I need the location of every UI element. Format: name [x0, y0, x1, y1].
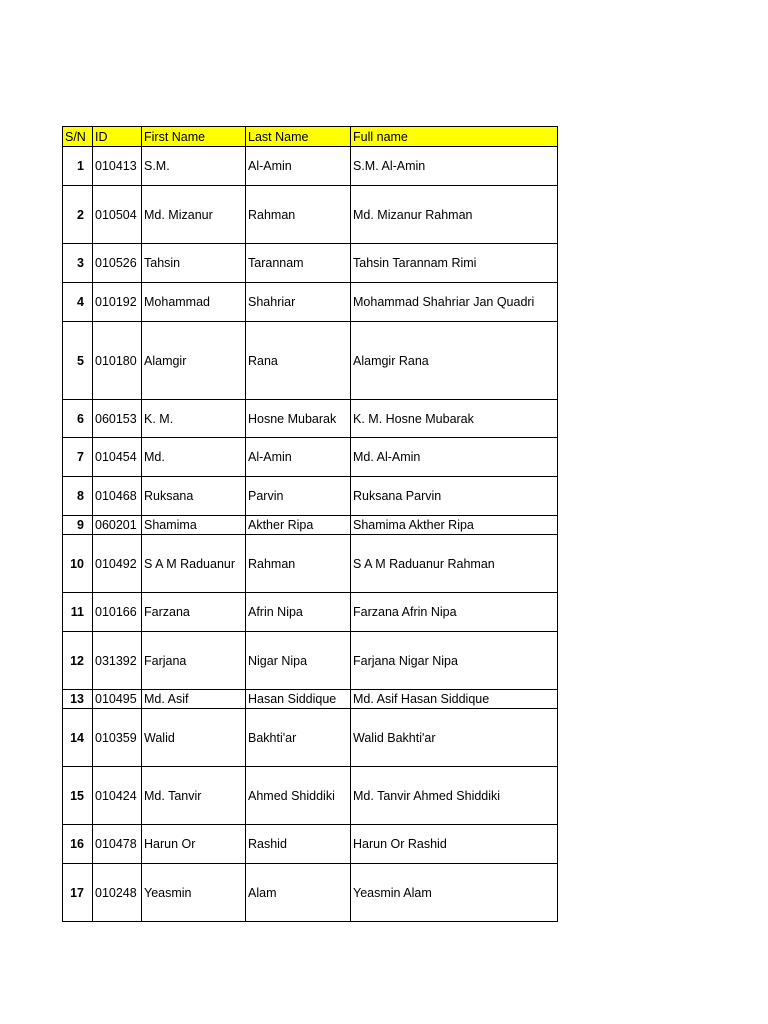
cell-full-name: Shamima Akther Ripa	[351, 516, 558, 535]
cell-first-name: Md. Tanvir	[142, 767, 246, 825]
cell-sn: 17	[63, 864, 93, 922]
cell-sn: 16	[63, 825, 93, 864]
cell-full-name: Harun Or Rashid	[351, 825, 558, 864]
cell-last-name: Rahman	[246, 535, 351, 593]
cell-last-name: Shahriar	[246, 283, 351, 322]
cell-last-name: Hosne Mubarak	[246, 400, 351, 438]
cell-id: 010492	[93, 535, 142, 593]
cell-full-name: Tahsin Tarannam Rimi	[351, 244, 558, 283]
table-row	[63, 322, 558, 400]
cell-full-name: Yeasmin Alam	[351, 864, 558, 922]
cell-full-name: Md. Asif Hasan Siddique	[351, 690, 558, 709]
cell-first-name: K. M.	[142, 400, 246, 438]
cell-last-name: Nigar Nipa	[246, 632, 351, 690]
cell-full-name: Farzana Afrin Nipa	[351, 593, 558, 632]
table-body	[63, 147, 558, 922]
cell-sn: 3	[63, 244, 93, 283]
cell-id: 010468	[93, 477, 142, 516]
cell-full-name: Md. Tanvir Ahmed Shiddiki	[351, 767, 558, 825]
cell-last-name: Rahman	[246, 186, 351, 244]
cell-sn: 5	[63, 322, 93, 400]
cell-full-name: Ruksana Parvin	[351, 477, 558, 516]
table-row	[63, 535, 558, 593]
cell-first-name: Farjana	[142, 632, 246, 690]
cell-id: 010166	[93, 593, 142, 632]
cell-last-name: Tarannam	[246, 244, 351, 283]
table-row	[63, 709, 558, 767]
cell-full-name: Md. Al-Amin	[351, 438, 558, 477]
cell-sn: 1	[63, 147, 93, 186]
cell-sn: 11	[63, 593, 93, 632]
cell-sn: 13	[63, 690, 93, 709]
cell-full-name: Farjana Nigar Nipa	[351, 632, 558, 690]
cell-last-name: Ahmed Shiddiki	[246, 767, 351, 825]
cell-sn: 2	[63, 186, 93, 244]
cell-full-name: K. M. Hosne Mubarak	[351, 400, 558, 438]
cell-last-name: Bakhti'ar	[246, 709, 351, 767]
table-header	[63, 127, 558, 147]
table-row	[63, 825, 558, 864]
cell-id: 010526	[93, 244, 142, 283]
cell-last-name: Afrin Nipa	[246, 593, 351, 632]
cell-last-name: Rashid	[246, 825, 351, 864]
cell-first-name: Yeasmin	[142, 864, 246, 922]
cell-first-name: Harun Or	[142, 825, 246, 864]
cell-first-name: Md.	[142, 438, 246, 477]
table-row	[63, 632, 558, 690]
cell-id: 010495	[93, 690, 142, 709]
header-first-name: First Name	[142, 127, 246, 147]
cell-last-name: Al-Amin	[246, 438, 351, 477]
cell-first-name: Shamima	[142, 516, 246, 535]
cell-sn: 15	[63, 767, 93, 825]
cell-id: 031392	[93, 632, 142, 690]
cell-full-name: Alamgir Rana	[351, 322, 558, 400]
cell-sn: 12	[63, 632, 93, 690]
table-row	[63, 593, 558, 632]
cell-sn: 10	[63, 535, 93, 593]
cell-full-name: Walid Bakhti'ar	[351, 709, 558, 767]
cell-id: 010478	[93, 825, 142, 864]
cell-last-name: Alam	[246, 864, 351, 922]
cell-full-name: Mohammad Shahriar Jan Quadri	[351, 283, 558, 322]
cell-id: 010504	[93, 186, 142, 244]
table-row	[63, 690, 558, 709]
cell-last-name: Rana	[246, 322, 351, 400]
cell-last-name: Akther Ripa	[246, 516, 351, 535]
cell-id: 060153	[93, 400, 142, 438]
table-row	[63, 186, 558, 244]
header-full-name: Full name	[351, 127, 558, 147]
cell-sn: 6	[63, 400, 93, 438]
header-last-name: Last Name	[246, 127, 351, 147]
table-row	[63, 147, 558, 186]
cell-id: 010180	[93, 322, 142, 400]
cell-sn: 14	[63, 709, 93, 767]
header-sn: S/N	[63, 127, 93, 147]
cell-sn: 7	[63, 438, 93, 477]
cell-first-name: S.M.	[142, 147, 246, 186]
cell-id: 010192	[93, 283, 142, 322]
table-row	[63, 438, 558, 477]
cell-id: 060201	[93, 516, 142, 535]
cell-last-name: Hasan Siddique	[246, 690, 351, 709]
cell-first-name: Ruksana	[142, 477, 246, 516]
header-row	[63, 127, 558, 147]
table-row	[63, 767, 558, 825]
cell-id: 010413	[93, 147, 142, 186]
cell-first-name: S A M Raduanur	[142, 535, 246, 593]
cell-first-name: Farzana	[142, 593, 246, 632]
cell-last-name: Al-Amin	[246, 147, 351, 186]
cell-first-name: Alamgir	[142, 322, 246, 400]
cell-sn: 9	[63, 516, 93, 535]
cell-sn: 8	[63, 477, 93, 516]
cell-id: 010359	[93, 709, 142, 767]
cell-id: 010248	[93, 864, 142, 922]
cell-id: 010424	[93, 767, 142, 825]
table-row	[63, 400, 558, 438]
employee-table	[62, 126, 558, 922]
cell-last-name: Parvin	[246, 477, 351, 516]
cell-first-name: Tahsin	[142, 244, 246, 283]
table-row	[63, 283, 558, 322]
cell-full-name: S A M Raduanur Rahman	[351, 535, 558, 593]
table-row	[63, 244, 558, 283]
cell-full-name: S.M. Al-Amin	[351, 147, 558, 186]
table-row	[63, 516, 558, 535]
cell-first-name: Md. Mizanur	[142, 186, 246, 244]
cell-full-name: Md. Mizanur Rahman	[351, 186, 558, 244]
cell-first-name: Walid	[142, 709, 246, 767]
table-row	[63, 477, 558, 516]
cell-first-name: Md. Asif	[142, 690, 246, 709]
cell-first-name: Mohammad	[142, 283, 246, 322]
header-id: ID	[93, 127, 142, 147]
table-row	[63, 864, 558, 922]
cell-sn: 4	[63, 283, 93, 322]
cell-id: 010454	[93, 438, 142, 477]
